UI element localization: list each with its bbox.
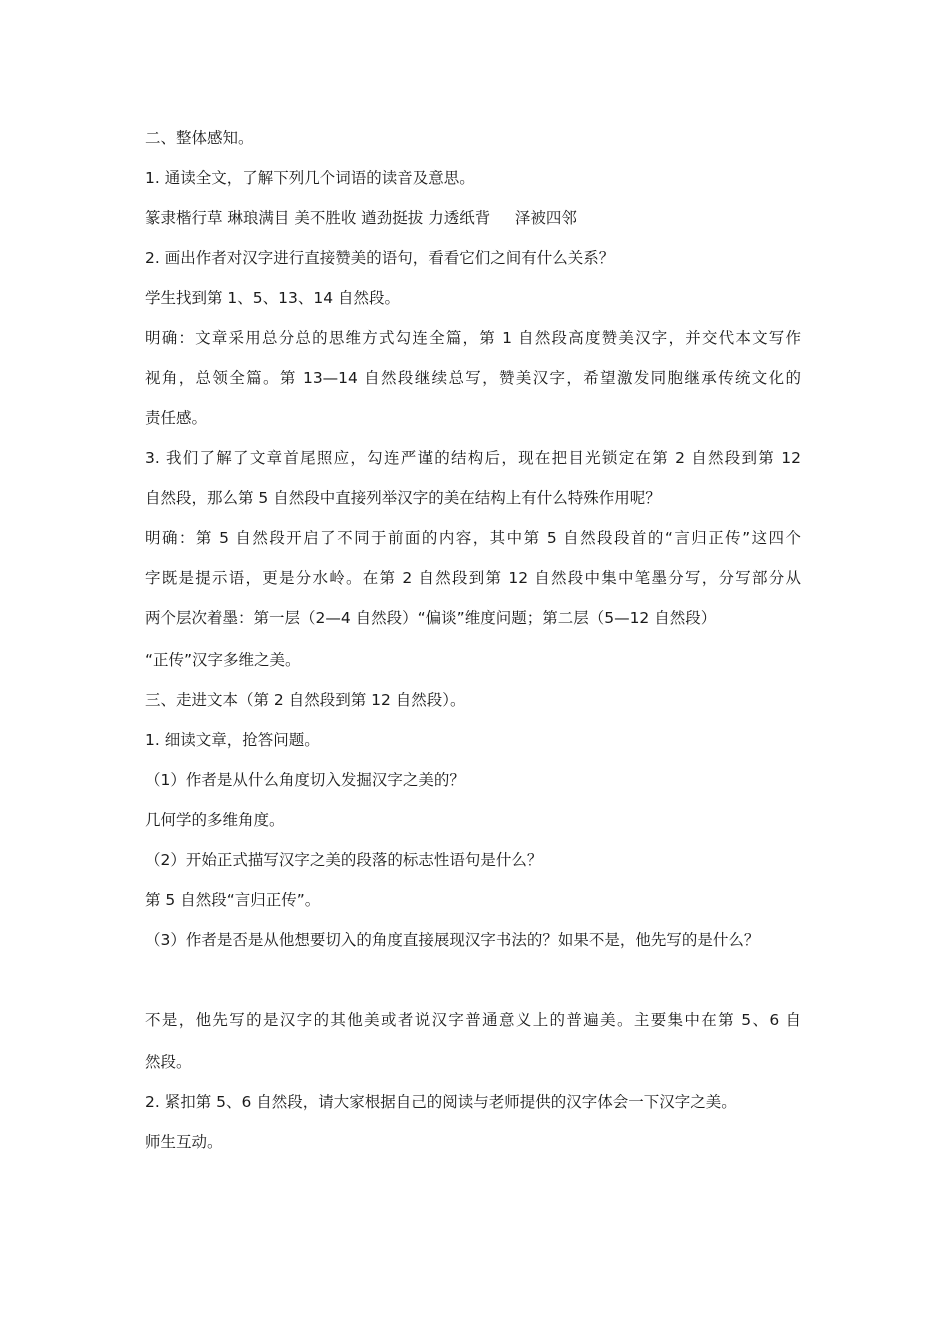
- question-3-line-2: 自然段，那么第 5 自然段中直接列举汉字的美在结构上有什么特殊作用呢？: [145, 489, 661, 507]
- interaction-note: 师生互动。: [145, 1133, 223, 1151]
- task-2: 2. 紧扣第 5、6 自然段，请大家根据自己的阅读与老师提供的汉字体会一下汉字之美。: [145, 1093, 737, 1111]
- section-heading-overall: 二、整体感知。: [145, 129, 254, 147]
- sub-question-3: （3）作者是否是从他想要切入的角度直接展现汉字书法的？如果不是，他先写的是什么？: [145, 931, 760, 949]
- clarification-2-line-3: 两个层次着墨：第一层（2—4 自然段）“偏谈”维度问题；第二层（5—12 自然段）: [145, 609, 717, 627]
- task-1: 1. 细读文章，抢答问题。: [145, 731, 320, 749]
- clarification-1-line-3: 责任感。: [145, 409, 208, 427]
- sub-question-1: （1）作者是从什么角度切入发掘汉字之美的？: [145, 771, 465, 789]
- answer-2: 第 5 自然段“言归正传”。: [145, 891, 321, 909]
- vocabulary-list: 篆隶楷行草 琳琅满目 美不胜收 遒劲挺拔 力透纸背 泽被四邻: [145, 209, 577, 227]
- question-1: 1. 通读全文，了解下列几个词语的读音及意思。: [145, 169, 475, 187]
- student-answer: 学生找到第 1、5、13、14 自然段。: [145, 289, 401, 307]
- question-2: 2. 画出作者对汉字进行直接赞美的语句，看看它们之间有什么关系？: [145, 249, 615, 267]
- answer-1: 几何学的多维角度。: [145, 811, 285, 829]
- section-heading-text: 三、走进文本（第 2 自然段到第 12 自然段）。: [145, 691, 466, 709]
- clarification-1-line-1: 明确：文章采用总分总的思维方式勾连全篇，第 1 自然段高度赞美汉字，并交代本文写作: [145, 329, 801, 347]
- clarification-2-line-1: 明确：第 5 自然段开启了不同于前面的内容，其中第 5 自然段段首的“言归正传”这四个: [145, 529, 801, 547]
- answer-3-line-1: 不是，他先写的是汉字的其他美或者说汉字普通意义上的普遍美。主要集中在第 5、6 自: [145, 1011, 801, 1029]
- clarification-1-line-2: 视角，总领全篇。第 13—14 自然段继续总写，赞美汉字，希望激发同胞继承传统文化的: [145, 369, 801, 387]
- clarification-2-line-2: 字既是提示语，更是分水岭。在第 2 自然段到第 12 自然段中集中笔墨分写，分写部分从: [145, 569, 801, 587]
- question-3-line-1: 3. 我们了解了文章首尾照应，勾连严谨的结构后，现在把目光锁定在第 2 自然段到第 12: [145, 449, 801, 467]
- clarification-2-line-4: “正传”汉字多维之美。: [145, 651, 301, 669]
- sub-question-2: （2）开始正式描写汉字之美的段落的标志性语句是什么？: [145, 851, 543, 869]
- answer-3-line-2: 然段。: [145, 1053, 192, 1071]
